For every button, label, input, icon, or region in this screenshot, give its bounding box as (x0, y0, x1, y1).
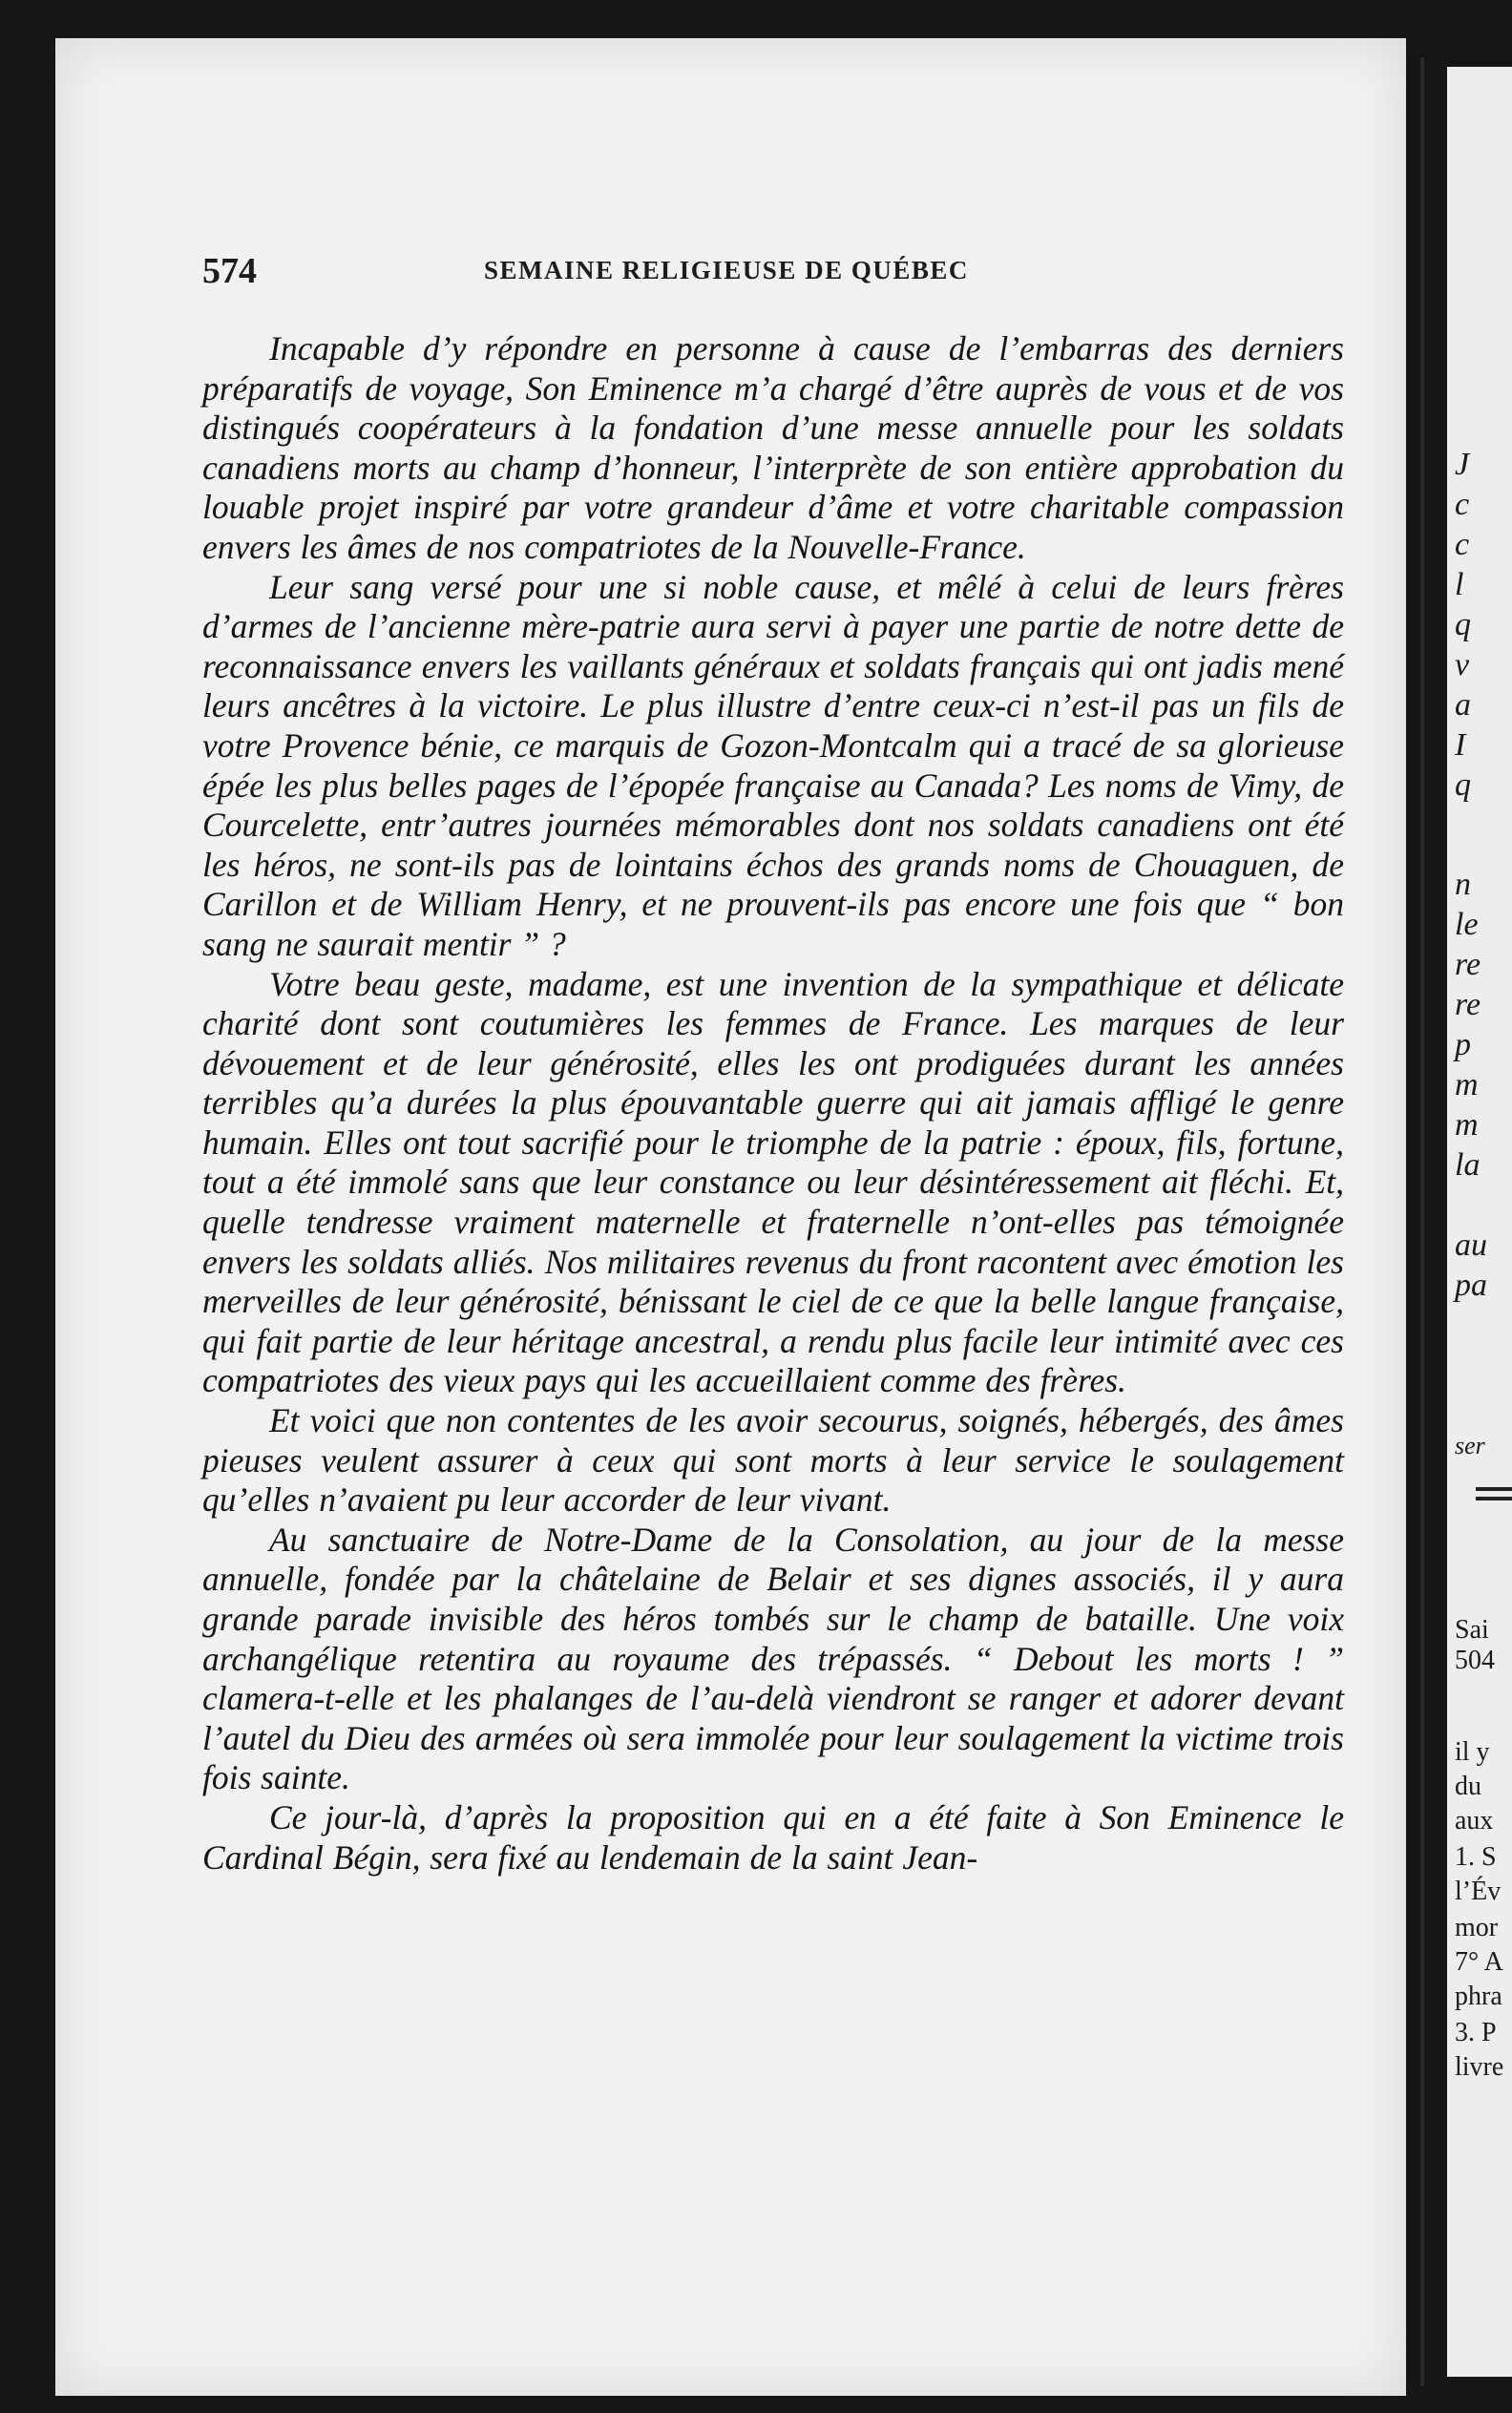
facing-fragment: l’Év (1455, 1877, 1502, 1906)
facing-fragment: J (1455, 447, 1470, 482)
facing-fragment: I (1455, 727, 1466, 763)
facing-fragment: il y (1455, 1737, 1490, 1767)
facing-fragment: Sai (1455, 1615, 1489, 1645)
facing-page-edge (1447, 67, 1512, 2377)
paragraph: Au sanctuaire de Notre-Dame de la Consolation, au jour de la messe annuelle, fondée par la châtelaine de Belair et ses dignes associés, il y aura grande parade invisible des héros tombés sur le champ de bataille. Une voix archangélique retentira au royaume des trépassés. “ Debout les morts ! ” clamera-t-elle et les phalanges de l’au-delà viendront se ranger et adorer devant l’autel du Dieu des armées où sera immolée pour leur soulagement la victime trois fois sainte. (202, 1520, 1344, 1797)
running-title: SEMAINE RELIGIEUSE DE QUÉBEC (484, 256, 969, 284)
facing-fragment: re (1455, 947, 1481, 982)
facing-fragment: 504 (1455, 1646, 1495, 1675)
facing-fragment: du (1455, 1772, 1481, 1801)
facing-fragment: q (1455, 767, 1471, 803)
facing-fragment: p (1455, 1027, 1471, 1062)
facing-fragment: a (1455, 687, 1471, 723)
facing-fragment: l (1455, 567, 1464, 602)
paragraph: Votre beau geste, madame, est une invention de la sympathique et délicate charité dont sont coutumières les femmes de France. Les marques de leur dévouement et de leur générosité, elles les ont prodiguées durant les années terribles qu’a durées la plus épouvantable guerre qui ait jamais affligé le genre humain. Elles ont tout sacrifié pour le triomphe de la patrie : époux, fils, fortune, tout a été immolé sans que leur constance ou leur désintéressement ait fléchi. Et, quelle tendresse vraiment maternelle et fraternelle n’ont-elles pas témoignée envers les soldats alliés. Nos militaires revenus du front racontent avec émotion les merveilles de leur générosité, bénissant le ciel de ce que la belle langue française, qui fait partie de leur héritage ancestral, a rendu plus facile leur intimité avec ces compatriotes des vieux pays qui les accueillaient comme des frères. (202, 964, 1344, 1400)
facing-fragment: q (1455, 607, 1471, 642)
facing-fragment: au (1455, 1227, 1487, 1263)
facing-fragment: phra (1455, 1982, 1502, 2011)
paragraph: Leur sang versé pour une si noble cause, et mêlé à celui de leurs frères d’armes de l’ancienne mère-patrie aura servi à payer une partie de notre dette de reconnaissance envers les vaillants généraux et soldats français qui ont jadis mené leurs ancêtres à la victoire. Le plus illustre d’entre ceux-ci n’est-il pas un fils de votre Provence bénie, ce marquis de Gozon-Montcalm qui a tracé de sa glorieuse épée les plus belles pages de l’épopée française au Canada? Les noms de Vimy, de Courcelette, entr’autres journées mémorables dont nos soldats canadiens ont été les héros, ne sont-ils pas de lointains échos des grands noms de Chouaguen, de Carillon et de William Henry, et ne prouvent-ils pas encore une fois que “ bon sang ne saurait mentir ” ? (202, 567, 1344, 963)
facing-fragment: n (1455, 867, 1471, 902)
facing-fragment: 3. P (1455, 2018, 1497, 2047)
facing-fragment: 1. S (1455, 1842, 1497, 1872)
page-number: 574 (202, 251, 257, 291)
facing-fragment: 7° A (1455, 1947, 1503, 1977)
facing-fragment: m (1455, 1107, 1479, 1143)
page-header (202, 250, 1081, 298)
facing-rule (1476, 1487, 1512, 1491)
facing-fragment: c (1455, 527, 1470, 562)
facing-fragment: aux (1455, 1806, 1494, 1836)
facing-fragment: m (1455, 1067, 1479, 1102)
paragraph: Ce jour-là, d’après la proposition qui en a été faite à Son Eminence le Cardinal Bégin, sera fixé au lendemain de la saint Jean- (202, 1797, 1344, 1877)
facing-fragment: livre (1455, 2052, 1504, 2082)
paragraph: Et voici que non contentes de les avoir secourus, soignés, hébergés, des âmes pieuses veulent assurer à ceux qui sont morts à leur service le soulagement qu’elles n’avaient pu leur accorder de leur vivant. (202, 1401, 1344, 1520)
facing-fragment: pa (1455, 1268, 1487, 1303)
facing-rule (1476, 1497, 1512, 1500)
facing-fragment: c (1455, 487, 1470, 522)
facing-fragment: la (1455, 1147, 1480, 1183)
body-text (202, 329, 1344, 1878)
paragraph: Incapable d’y répondre en personne à cause de l’embarras des derniers préparatifs de voyage, Son Eminence m’a chargé d’être auprès de vous et de vos distingués coopérateurs à la fondation d’une messe annuelle pour les soldats canadiens morts au champ d’honneur, l’interprète de son entière approbation du louable projet inspiré par votre grandeur d’âme et votre charitable compassion envers les âmes de nos compatriotes de la Nouvelle-France. (202, 329, 1344, 566)
facing-fragment: v (1455, 647, 1470, 682)
facing-fragment: le (1455, 907, 1479, 942)
facing-fragment: mor (1455, 1913, 1499, 1942)
page-gutter (1420, 57, 1424, 2386)
facing-fragment: ser (1455, 1432, 1485, 1459)
facing-fragment: re (1455, 987, 1481, 1022)
